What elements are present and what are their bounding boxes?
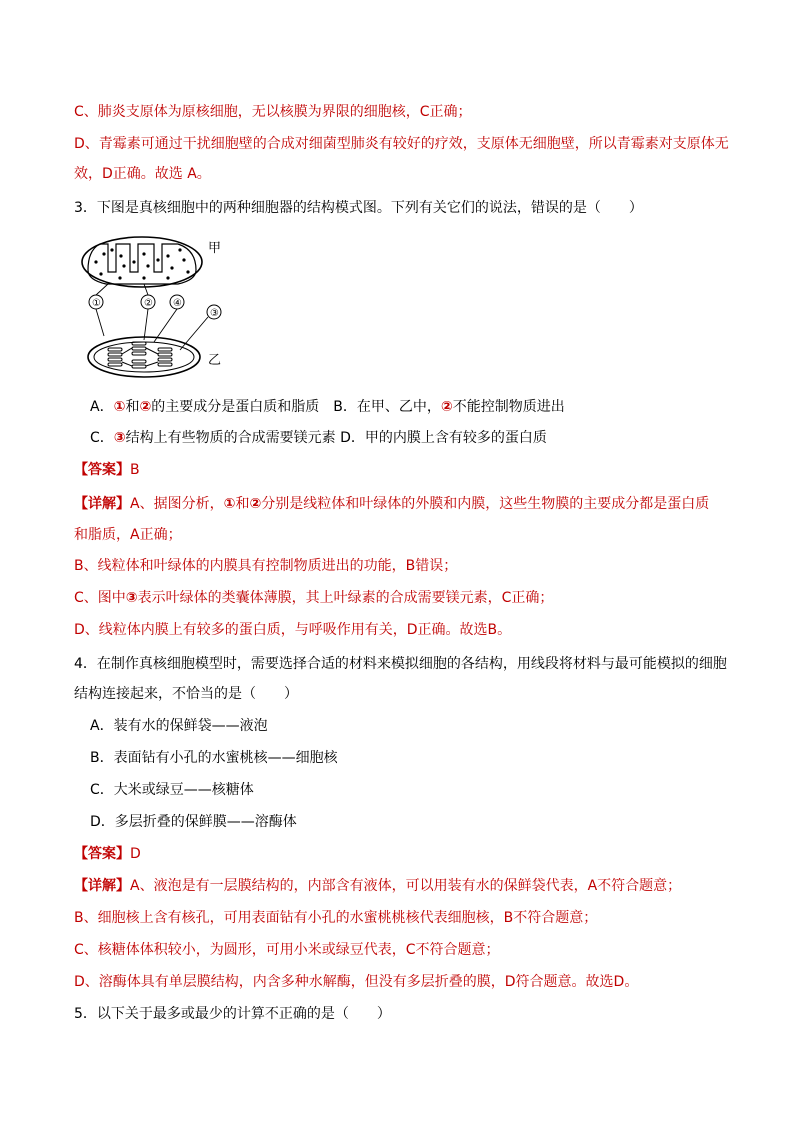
q4-detail-3: C、核糖体体积较小，为圆形，可用小米或绿豆代表，C不符合题意； (74, 942, 500, 958)
label-jia: 甲 (208, 241, 222, 256)
q3-detail-3: C、图中③表示叶绿体的类囊体薄膜，其上叶绿素的合成需要镁元素，C正确； (74, 590, 554, 606)
organelle-diagram (74, 232, 224, 380)
label-3: ③ (210, 308, 219, 319)
q4-answer: 【答案】D (74, 846, 141, 862)
question-4-stem-2: 结构连接起来，不恰当的是（ ） (74, 686, 298, 702)
q3-detail-2: B、线粒体和叶绿体的内膜具有控制物质进出的功能，B错误； (74, 558, 458, 574)
question-5-stem: 5．以下关于最多或最少的计算不正确的是（ ） (74, 1006, 391, 1022)
q3-answer: 【答案】B (74, 462, 140, 478)
q3-option-c-d: C．③结构上有些物质的合成需要镁元素 D．甲的内膜上含有较多的蛋白质 (90, 430, 547, 446)
q4-detail-1: 【详解】A、液泡是有一层膜结构的，内部含有液体，可以用装有水的保鲜袋代表，A不符合题意； (74, 878, 682, 894)
mitochondrion-matrix-dots (94, 248, 189, 279)
q4-option-a: A．装有水的保鲜袋——液泡 (90, 718, 268, 734)
q4-option-d: D．多层折叠的保鲜膜——溶酶体 (90, 814, 297, 830)
question-3-stem: 3．下图是真核细胞中的两种细胞器的结构模式图。下列有关它们的说法，错误的是（ ） (74, 200, 643, 216)
analysis-c-line: C、肺炎支原体为原核细胞，无以核膜为界限的细胞核，C正确； (74, 104, 472, 120)
label-2: ② (144, 298, 153, 309)
label-4: ④ (173, 298, 182, 309)
question-4-stem-1: 4．在制作真核细胞模型时，需要选择合适的材料来模拟细胞的各结构，用线段将材料与最可能模拟的细胞 (74, 656, 727, 672)
q4-detail-4: D、溶酶体具有单层膜结构，内含多种水解酶，但没有多层折叠的膜，D符合题意。故选D。 (74, 974, 639, 990)
analysis-d-line-2: 效，D正确。故选 A。 (74, 166, 211, 182)
q4-option-c: C．大米或绿豆——核糖体 (90, 782, 254, 798)
label-yi: 乙 (208, 353, 222, 368)
label-1: ① (92, 298, 101, 309)
thylakoid-grana (108, 342, 172, 368)
q3-detail-4: D、线粒体内膜上有较多的蛋白质，与呼吸作用有关，D正确。故选B。 (74, 622, 512, 638)
chloroplast-outer-membrane (88, 337, 200, 377)
q4-detail-2: B、细胞核上含有核孔，可用表面钻有小孔的水蜜桃桃核代表细胞核，B不符合题意； (74, 910, 598, 926)
analysis-d-line-1: D、青霉素可通过干扰细胞壁的合成对细菌型肺炎有较好的疗效，支原体无细胞壁，所以青霉素对支原体无 (74, 136, 729, 152)
q3-detail-1: 【详解】A、据图分析，①和②分别是线粒体和叶绿体的外膜和内膜，这些生物膜的主要成分都是蛋白质 (74, 496, 710, 512)
q3-detail-1-cont: 和脂质，A正确； (74, 527, 182, 543)
q4-option-b: B．表面钻有小孔的水蜜桃核——细胞核 (90, 750, 338, 766)
q3-option-a-b: A．①和②的主要成分是蛋白质和脂质 B．在甲、乙中，②不能控制物质进出 (90, 399, 565, 415)
